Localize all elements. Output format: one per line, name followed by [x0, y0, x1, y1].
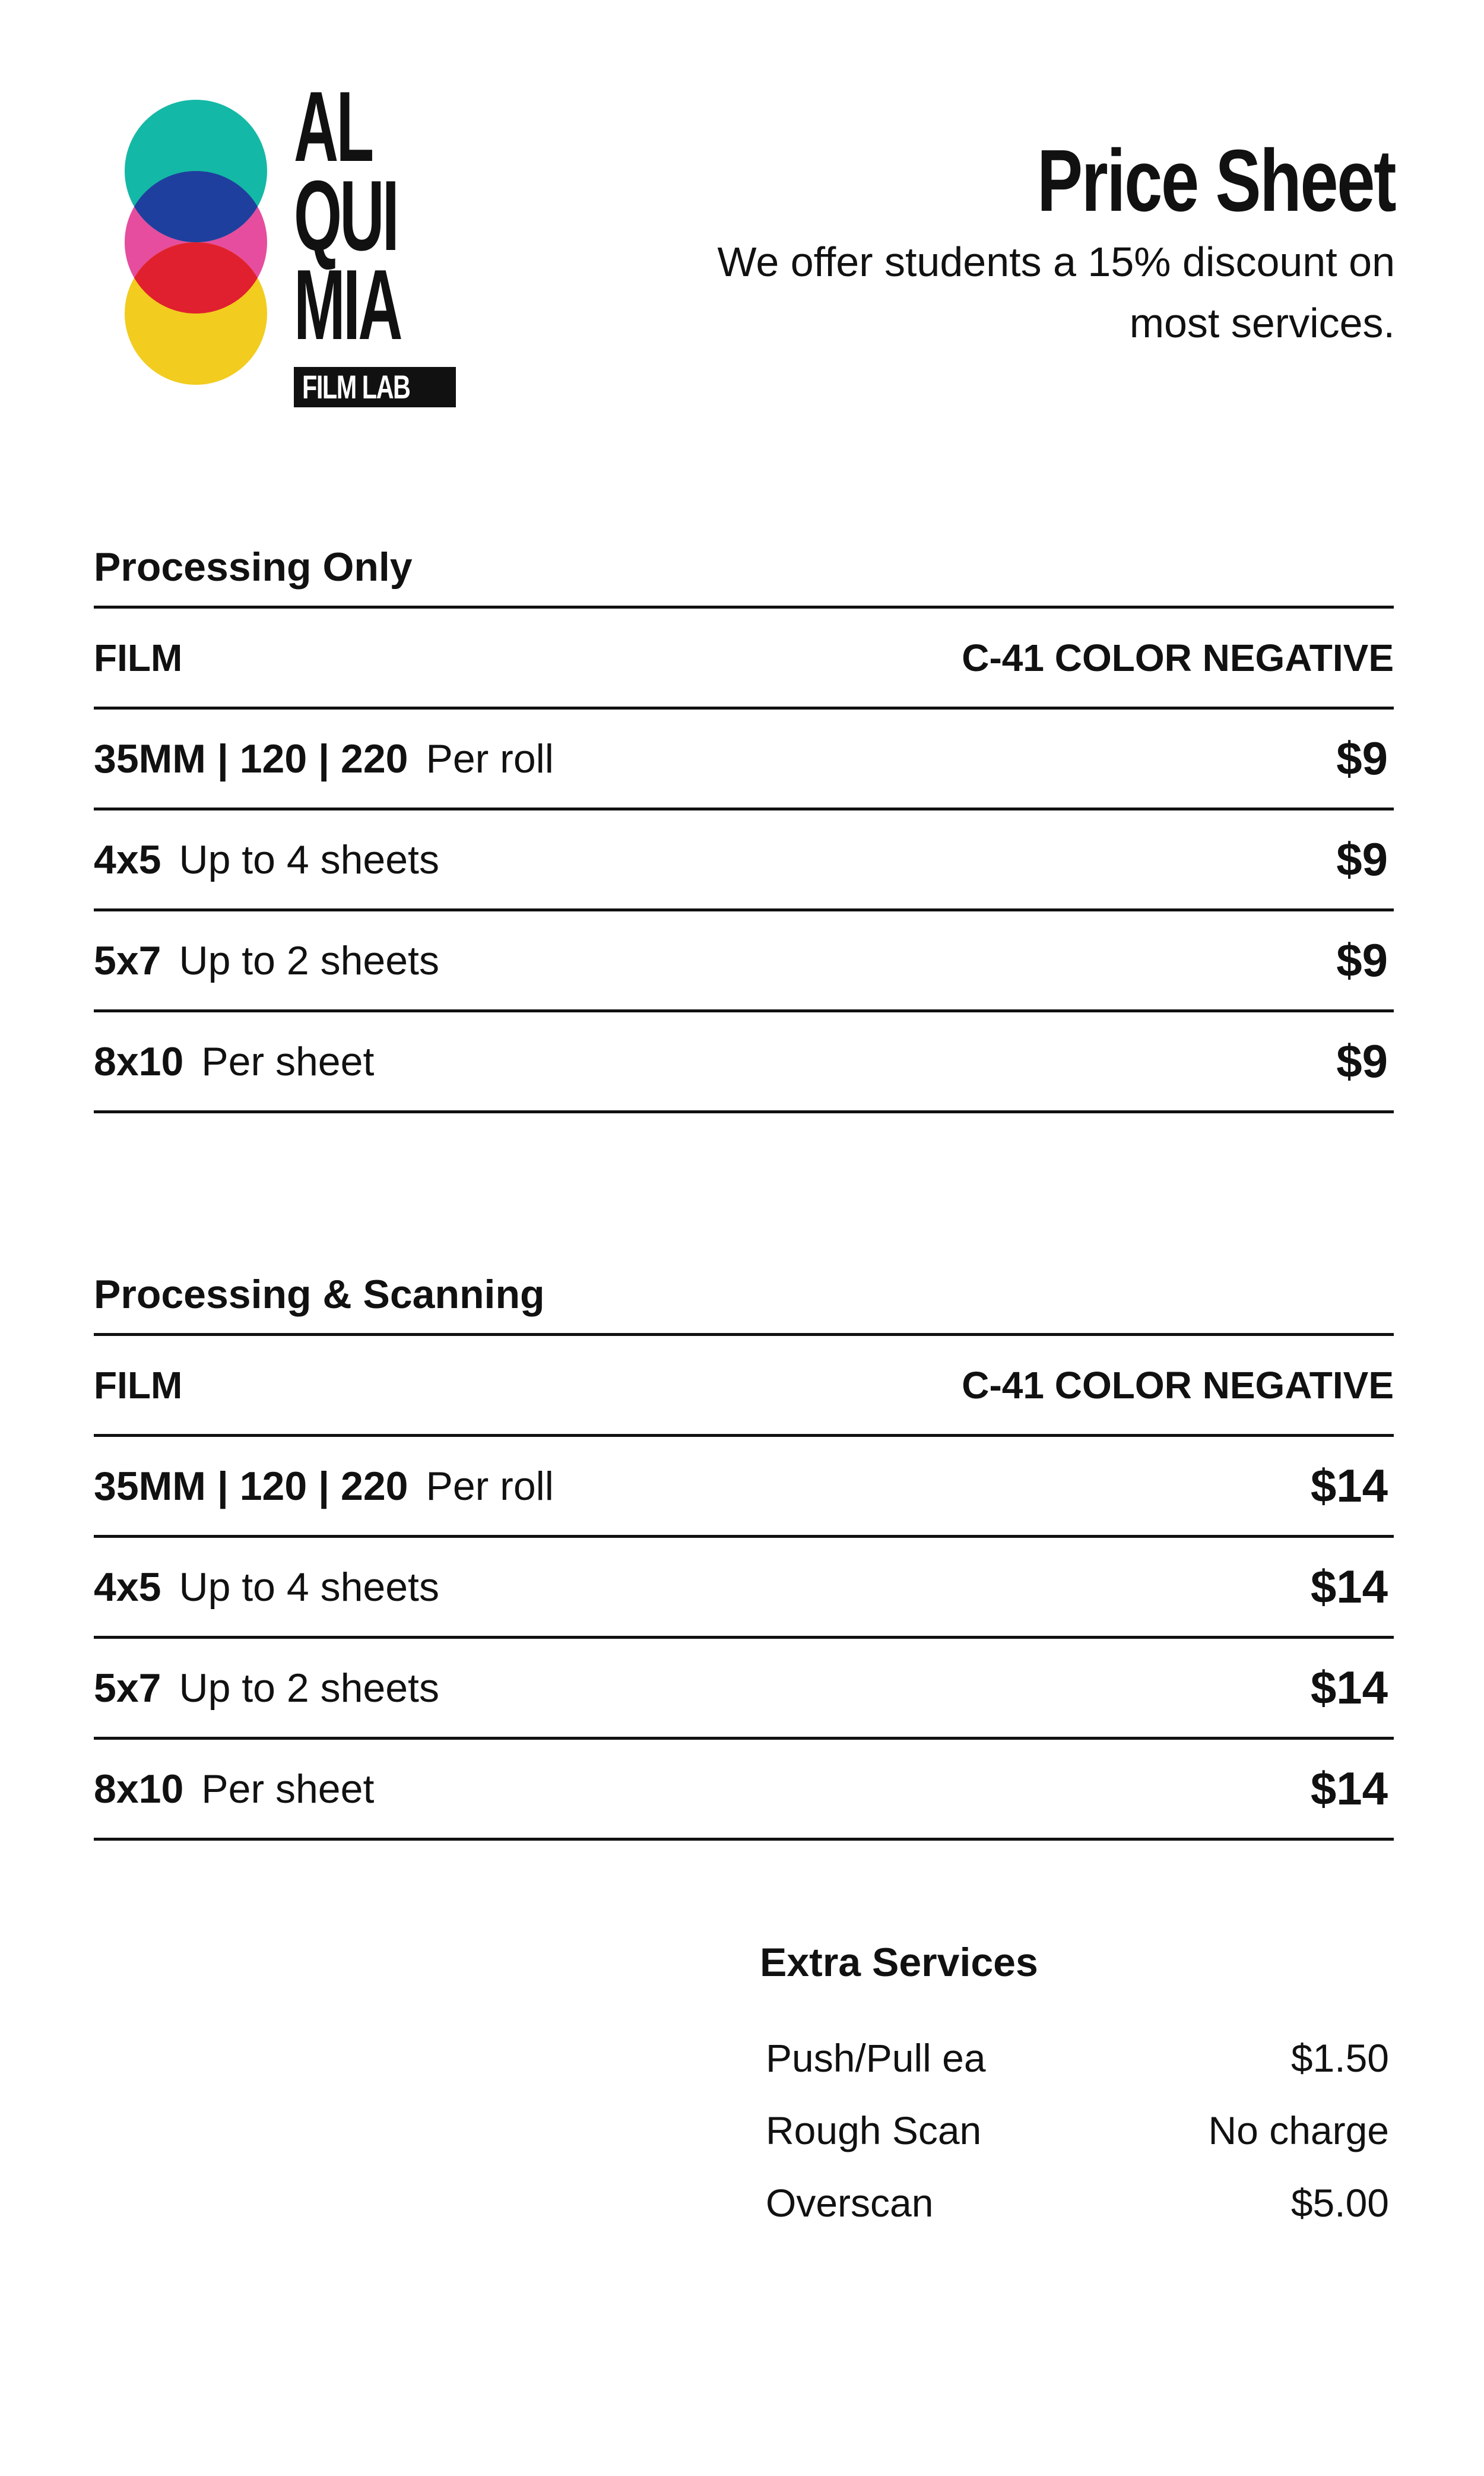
column-header-c41: C-41 COLOR NEGATIVE — [962, 636, 1394, 679]
subtitle-line: We offer students a 15% discount on — [717, 239, 1395, 285]
list-item — [760, 2167, 1389, 2239]
column-header-film: FILM — [94, 636, 183, 679]
logo-badge — [294, 367, 456, 407]
price: $14 — [1310, 1762, 1388, 1815]
table-header-row — [94, 609, 1394, 710]
service-value: No charge — [1208, 2108, 1389, 2152]
service-label: Overscan — [766, 2181, 934, 2225]
film-size: 35MM | 120 | 220 — [94, 1463, 408, 1509]
table-row — [94, 810, 1394, 911]
film-size: 4x5 — [94, 837, 161, 882]
price: $9 — [1336, 732, 1388, 784]
film-size: 5x7 — [94, 1665, 161, 1711]
film-size: 8x10 — [94, 1038, 184, 1084]
table-header-row — [94, 1336, 1394, 1437]
section-title: Processing Only — [94, 537, 1394, 609]
table-row — [94, 1437, 1394, 1538]
page-title: Price Sheet — [1036, 132, 1395, 230]
film-desc: Per sheet — [201, 1038, 375, 1084]
film-desc: Per roll — [426, 736, 554, 781]
table-row — [94, 710, 1394, 810]
logo-wordmark — [294, 71, 401, 360]
price: $14 — [1310, 1459, 1388, 1512]
price: $14 — [1310, 1560, 1388, 1613]
table-row — [94, 1639, 1394, 1740]
table-row — [94, 1538, 1394, 1639]
logo-line: AL — [294, 71, 372, 182]
table-row — [94, 911, 1394, 1012]
film-desc: Up to 4 sheets — [179, 837, 439, 882]
processing-only-table — [94, 537, 1394, 1113]
logo-circles-icon — [113, 100, 279, 391]
list-item — [760, 2094, 1389, 2167]
list-item — [760, 2022, 1389, 2094]
table-row — [94, 1740, 1394, 1841]
table-row — [94, 1012, 1394, 1113]
logo-line: QUI — [294, 160, 398, 271]
page-subtitle — [623, 232, 1395, 354]
film-desc: Up to 2 sheets — [179, 938, 439, 983]
film-size: 35MM | 120 | 220 — [94, 736, 408, 781]
service-label: Push/Pull ea — [766, 2036, 986, 2080]
processing-scanning-table — [94, 1265, 1394, 1841]
page-header — [623, 132, 1395, 354]
film-size: 4x5 — [94, 1564, 161, 1610]
extra-services — [760, 1939, 1389, 2239]
subtitle-line: most services. — [1129, 300, 1395, 346]
column-header-film: FILM — [94, 1363, 183, 1407]
film-desc: Up to 2 sheets — [179, 1665, 439, 1711]
section-title: Extra Services — [760, 1940, 1038, 1985]
price: $9 — [1336, 934, 1388, 986]
film-size: 5x7 — [94, 938, 161, 983]
brand-logo — [113, 71, 433, 414]
section-title: Processing & Scanning — [94, 1265, 1394, 1336]
service-value: $1.50 — [1290, 2036, 1389, 2080]
price: $14 — [1310, 1661, 1388, 1714]
price: $9 — [1336, 833, 1388, 885]
film-desc: Per roll — [426, 1463, 554, 1509]
film-desc: Up to 4 sheets — [179, 1564, 439, 1610]
service-label: Rough Scan — [766, 2108, 982, 2152]
logo-badge-text: FILM LAB — [302, 368, 410, 406]
film-size: 8x10 — [94, 1766, 184, 1812]
column-header-c41: C-41 COLOR NEGATIVE — [962, 1363, 1394, 1407]
logo-line: MIA — [294, 249, 401, 360]
film-desc: Per sheet — [201, 1766, 375, 1812]
service-value: $5.00 — [1290, 2181, 1389, 2225]
price: $9 — [1336, 1035, 1388, 1087]
